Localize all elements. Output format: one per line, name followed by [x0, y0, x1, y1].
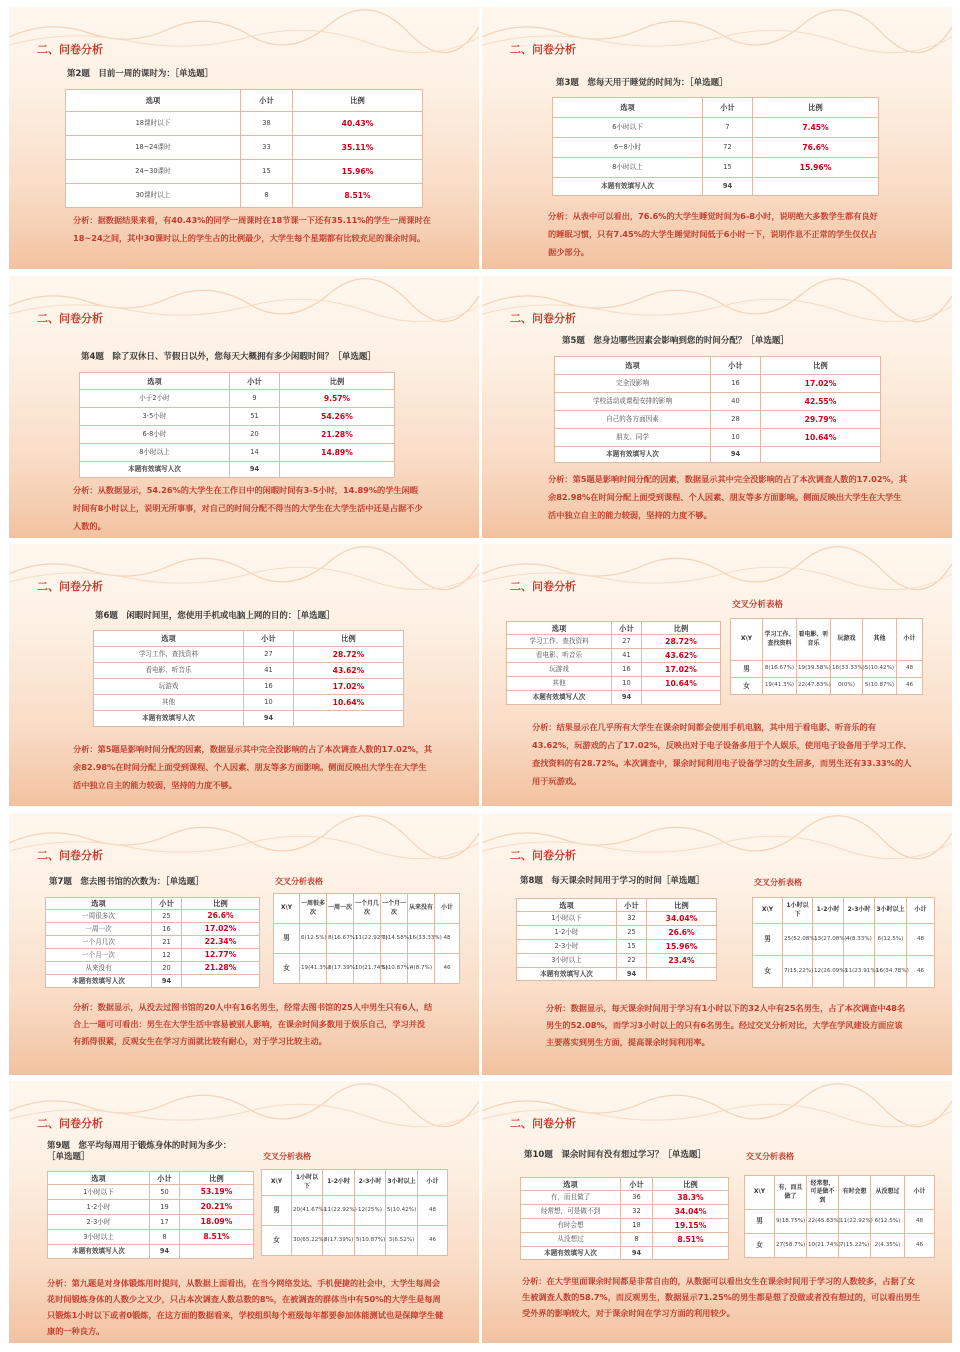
table-row: 男 8(16.67%) 19(39.58%) 16(33.33%) 5(10.42%) 48	[731, 661, 923, 678]
table-row: 6小时以下 7 7.45%	[553, 118, 879, 138]
table-row: 一周很多次 25 26.6%	[46, 910, 260, 923]
analysis-text: 分析：从数据显示，54.26%的大学生在工作日中的闲暇时间有3-5小时，14.89%的学生闲暇时间有8小时以上，说明无所事事，对自己的时间分配不得当的大学生在大学生活中还是占据不少人数的。	[73, 485, 423, 531]
table-row: 1小时以下 32 34.04%	[517, 912, 717, 926]
slide-q8	[482, 813, 952, 1075]
table-row: 24~30课时 15 15.96%	[66, 160, 423, 184]
analysis-text: 分析：第5题是影响时间分配的因素，数据显示其中完全没影响的占了本次调查人数的17.02%，其余82.98%在时间分配上面受到课程、个人因素、朋友等多方面影响。侧面反映出大学生在大学生活中独立自主的能力较弱，坚持的力度不够。	[548, 474, 908, 520]
question-title: 第8题 每天课余时间用于学习的时间［单选题］	[520, 876, 705, 886]
cross-table: X\Y 学习工作、查找资料 看电影、听音乐 玩游戏 其他 小计 男 8(16.67%) 19(39.58%) 16(33.33%) 5(10.42%) 48 女 19(41.3%) 22(47.83%) 0(0%) 5(10.87%) 46	[730, 618, 923, 695]
result-table: 选项 小计 比例 学习工作、查找资料 27 28.72% 看电影、听音乐 41 43.62% 玩游戏 16 17.02% 其他 10 10.64% 本题有效填写人次 94	[506, 621, 721, 705]
section-title: 二、问卷分析	[510, 312, 576, 325]
table-row: 1小时以下 50 53.19%	[48, 1185, 254, 1200]
table-row: 朋友、同学 10 10.64%	[555, 429, 881, 447]
cross-table-title: 交叉分析表格	[732, 600, 784, 610]
result-table: 选项 小计 比例 一周很多次 25 26.6% 一周一次 16 17.02% 一个月几次 21 22.34% 一个月一次 12 12.77% 从来没有 20 21.28% 本题有效填写人次 94	[45, 897, 260, 988]
question-title: 第9题 您平均每周用于锻炼身体的时间为多少：［单选题］	[47, 1141, 232, 1162]
table-row: 1-2小时 25 26.6%	[517, 926, 717, 940]
table-row: 经常想，可是做不到 32 34.04%	[521, 1205, 729, 1219]
table-row: 8小时以上 15 15.96%	[553, 158, 879, 178]
table-row: 完全没影响 16 17.02%	[555, 375, 881, 393]
slide-q3	[482, 7, 952, 269]
slide-q5	[482, 276, 952, 538]
analysis-text: 分析：据数据结果来看，有40.43%的同学一周课时在18节课一下还有35.11%的学生一周课时在18~24之间，其中30课时以上的学生占的比例最少，大学生每个星期都有比较充足的课余时间。	[73, 215, 431, 243]
question-title: 第3题 您每天用于睡觉的时间为：［单选题］	[556, 78, 728, 88]
result-table: 选项 小计 比例 1小时以下 32 34.04% 1-2小时 25 26.6% 2-3小时 15 15.96% 3小时以上 22 23.4% 本题有效填写人次 94	[516, 898, 717, 981]
table-row: 2-3小时 17 18.09%	[48, 1215, 254, 1230]
question-title: 第7题 您去图书馆的次数为：［单选题］	[49, 877, 204, 887]
result-table: 选项 小计 比例 小于2小时 9 9.57% 3-5小时 51 54.26% 6-8小时 20 21.28% 8小时以上 14 14.89% 本题有效填写人次 94	[79, 372, 395, 478]
slide-q6	[9, 544, 479, 806]
question-title: 第10题 课余时间有没有想过学习？［单选题］	[524, 1150, 706, 1160]
table-row: 男 20(41.67%) 11(22.92%) 12(25%) 5(10.42%) 48	[262, 1196, 448, 1226]
table-row: 学习工作、查找资料 27 28.72%	[507, 635, 721, 649]
table-row: 其他 10 10.64%	[94, 695, 404, 711]
table-row: 女 19(41.3%) 22(47.83%) 0(0%) 5(10.87%) 46	[731, 678, 923, 695]
question-title: 第4题 除了双休日、节假日以外，您每天大概拥有多少闲暇时间？［单选题］	[81, 352, 376, 362]
table-row: 3小时以上 8 8.51%	[48, 1230, 254, 1245]
cross-table-title: 交叉分析表格	[263, 1152, 311, 1161]
table-row: 30课时以上 8 8.51%	[66, 184, 423, 208]
total-row: 本题有效填写人次 94	[46, 975, 260, 988]
table-row: 小于2小时 9 9.57%	[80, 390, 395, 408]
section-title: 二、问卷分析	[37, 849, 103, 862]
table-row: 2-3小时 15 15.96%	[517, 940, 717, 954]
table-row: 一个月几次 21 22.34%	[46, 936, 260, 949]
table-row: 玩游戏 16 17.02%	[507, 663, 721, 677]
slide-q10	[482, 1081, 952, 1343]
table-row: 3小时以上 22 23.4%	[517, 954, 717, 968]
total-row: 本题有效填写人次 94	[507, 691, 721, 705]
cross-table-title: 交叉分析表格	[746, 1152, 794, 1161]
table-row: 学习工作、查找资料 27 28.72%	[94, 647, 404, 663]
table-row: 3-5小时 51 54.26%	[80, 408, 395, 426]
table-row: 从来没有 20 21.28%	[46, 962, 260, 975]
question-title: 第6题 闲暇时间里，您使用手机或电脑上网的目的：［单选题］	[95, 611, 335, 621]
table-row: 女 19(41.3%) 8(17.39%) 10(21.74%) 5(10.87%) 4(8.7%) 46	[274, 954, 460, 984]
cross-table: X\Y 1小时以下 1-2小时 2-3小时 3小时以上 小计 男 20(41.67%) 11(22.92%) 12(25%) 5(10.42%) 48 女 30(65.22%) 8(17.39%) 5(10.87%) 3(6.52%) 46	[261, 1169, 448, 1256]
table-row: 看电影、听音乐 41 43.62%	[507, 649, 721, 663]
total-row: 本题有效填写人次 94	[555, 447, 881, 463]
section-title: 二、问卷分析	[510, 1117, 576, 1130]
section-title: 二、问卷分析	[37, 43, 103, 56]
result-table: 选项 小计 比例 6小时以下 7 7.45% 6~8小时 72 76.6% 8小时以上 15 15.96% 本题有效填写人次 94	[552, 97, 879, 196]
table-row: 男 9(18.75%) 22(45.83%) 11(22.92%) 6(12.5%) 48	[745, 1210, 935, 1234]
table-row: 女 30(65.22%) 8(17.39%) 5(10.87%) 3(6.52%) 46	[262, 1226, 448, 1256]
table-row: 有时会想 18 19.15%	[521, 1219, 729, 1233]
cross-table-title: 交叉分析表格	[754, 878, 802, 887]
slide-q6-cross	[482, 544, 952, 806]
total-row: 本题有效填写人次 94	[521, 1247, 729, 1260]
table-row: 18~24课时 33 35.11%	[66, 136, 423, 160]
table-row: 8小时以上 14 14.89%	[80, 444, 395, 462]
section-title: 二、问卷分析	[510, 43, 576, 56]
cross-table: X\Y 有，而且做了 经常想，可是做不到 有时会想 从没想过 小计 男 9(18.75%) 22(45.83%) 11(22.92%) 6(12.5%) 48 女 27(58.7%) 10(21.74%) 7(15.22%) 2(4.35%) 46	[744, 1175, 935, 1258]
table-row: 玩游戏 16 17.02%	[94, 679, 404, 695]
result-table: 选项 小计 比例 1小时以下 50 53.19% 1-2小时 19 20.21% 2-3小时 17 18.09% 3小时以上 8 8.51% 本题有效填写人次 94	[47, 1171, 254, 1259]
table-row: 自己的各方面因素 28 29.79%	[555, 411, 881, 429]
table-row: 看电影、听音乐 41 43.62%	[94, 663, 404, 679]
total-row: 本题有效填写人次 94	[517, 968, 717, 981]
table-row: 学校活动或课程安排的影响 40 42.55%	[555, 393, 881, 411]
section-title: 二、问卷分析	[37, 312, 103, 325]
table-row: 女 7(15.22%) 12(26.09%) 11(23.91%) 16(34.78%) 46	[753, 956, 935, 988]
section-title: 二、问卷分析	[510, 580, 576, 593]
table-row: 男 6(12.5%) 8(16.67%) 11(22.92%) 7(14.58%) 16(33.33%) 48	[274, 924, 460, 954]
slide-q4	[9, 276, 479, 538]
analysis-text: 分析：数据显示，每天课余时间用于学习有1小时以下的32人中有25名男生，占了本次调查中48名男生的52.08%，而学习3小时以上的只有6名男生。经过交叉分析对比，大学在学风建设方面应该主要落实到男生方面，提高课余时间利用率。	[546, 1003, 906, 1047]
total-row: 本题有效填写人次 94	[94, 711, 404, 727]
result-table: 选项 小计 比例 完全没影响 16 17.02% 学校活动或课程安排的影响 40 42.55% 自己的各方面因素 28 29.79% 朋友、同学 10 10.64% 本题有效填写人次 94	[554, 356, 881, 463]
analysis-text: 分析：从表中可以看出，76.6%的大学生睡觉时间为6-8小时，说明绝大多数学生都有良好的睡眠习惯，只有7.45%的大学生睡觉时间低于6小时一下，说明作息不正常的学生仅仅占据少部分。	[548, 211, 878, 257]
cross-table-title: 交叉分析表格	[275, 877, 323, 886]
table-row: 一周一次 16 17.02%	[46, 923, 260, 936]
table-row: 一个月一次 12 12.77%	[46, 949, 260, 962]
total-row: 本题有效填写人次 94	[48, 1245, 254, 1259]
table-row: 从没想过 8 8.51%	[521, 1233, 729, 1247]
analysis-text: 分析：数据显示，从没去过图书馆的20人中有16名男生，经常去图书馆的25人中男生只有6人，结合上一题可可看出：男生在大学生活中容易被别人影响，在课余时间多数用于娱乐自己，学习并没有抓得很紧，反观女生在学习方面就比较有耐心，对于学习比较主动。	[73, 1002, 433, 1046]
table-row: 其他 10 10.64%	[507, 677, 721, 691]
cross-table: X\Y 1小时以下 1-2小时 2-3小时 3小时以上 小计 男 25(52.08%) 13(27.08%) 4(8.33%) 6(12.5%) 48 女 7(15.22%) 12(26.09%) 11(23.91%) 16(34.78%) 46	[752, 897, 935, 988]
table-row: 18课时以下 38 40.43%	[66, 112, 423, 136]
table-row: 1-2小时 19 20.21%	[48, 1200, 254, 1215]
analysis-text: 分析：第九题是对身体锻炼用时提问，从数据上面看出，在当今网络发达、手机便捷的社会中，大学生每周会花时间锻炼身体的人数少之又少，只占本次调查人数总数的8%，在被调查的群体当中有50%的大学生是每周只锻炼1小时以下或者0锻炼，在这方面的数据看来，学校组织每个班级每年都要参加体能测试也是保障学生健康的一种良方。	[47, 1278, 444, 1336]
table-row: 6~8小时 72 76.6%	[553, 138, 879, 158]
question-title: 第5题 您身边哪些因素会影响到您的时间分配？［单选题］	[562, 336, 789, 346]
table-row: 男 25(52.08%) 13(27.08%) 4(8.33%) 6(12.5%) 48	[753, 924, 935, 956]
result-table: 选项 小计 比例 学习工作、查找资料 27 28.72% 看电影、听音乐 41 43.62% 玩游戏 16 17.02% 其他 10 10.64% 本题有效填写人次 94	[93, 630, 404, 727]
section-title: 二、问卷分析	[37, 1117, 103, 1130]
table-row: 有，而且做了 36 38.3%	[521, 1191, 729, 1205]
question-title: 第2题 目前一周的课时为：［单选题］	[67, 69, 214, 79]
total-row: 本题有效填写人次 94	[80, 462, 395, 478]
section-title: 二、问卷分析	[510, 849, 576, 862]
section-title: 二、问卷分析	[37, 580, 103, 593]
analysis-text: 分析：在大学里面课余时间都是非常自由的，从数据可以看出女生在课余时间用于学习的人数较多，占据了女生被调查人数的58.7%，而反观男生，数据显示71.25%的男生都是想了没做或者没有想过的，可以看出男生受外界的影响较大，对于课余时间在学习方面的利用较少。	[522, 1276, 921, 1318]
analysis-text: 分析：第5题是影响时间分配的因素，数据显示其中完全没影响的占了本次调查人数的17.02%，其余82.98%在时间分配上面受到课程、个人因素、朋友等多方面影响。侧面反映出大学生在大学生活中独立自主的能力较弱，坚持的力度不够。	[73, 744, 433, 790]
cross-table: X\Y 一周很多次 一周一次 一个月几次 一个月一次 从来没有 小计 男 6(12.5%) 8(16.67%) 11(22.92%) 7(14.58%) 16(33.33%) 48 女 19(41.3%) 8(17.39%) 10(21.74%) 5(10.87%) 4(8.7%) 46	[273, 893, 460, 984]
total-row: 本题有效填写人次 94	[553, 178, 879, 196]
slide-q9	[9, 1081, 479, 1343]
slide-q7	[9, 813, 479, 1075]
result-table: 选项 小计 比例 18课时以下 38 40.43% 18~24课时 33 35.11% 24~30课时 15 15.96% 30课时以上 8 8.51%	[65, 89, 423, 208]
table-row: 女 27(58.7%) 10(21.74%) 7(15.22%) 2(4.35%) 46	[745, 1234, 935, 1258]
table-row: 6-8小时 20 21.28%	[80, 426, 395, 444]
result-table: 选项 小计 比例 有，而且做了 36 38.3% 经常想，可是做不到 32 34.04% 有时会想 18 19.15% 从没想过 8 8.51% 本题有效填写人次 94	[520, 1177, 729, 1260]
analysis-text: 分析：结果显示在几乎所有大学生在课余时间都会使用手机电脑，其中用于看电影、听音乐的有43.62%，玩游戏的占了17.02%，反映出对于电子设备多用于个人娱乐，使用电子设备用于学习工作、查找资料的有28.72%。本次调查中，课余时间利用电子设备学习的女生居多，而男生还有33.33%的人用于玩游戏。	[532, 722, 912, 786]
slide-q2	[9, 7, 479, 269]
